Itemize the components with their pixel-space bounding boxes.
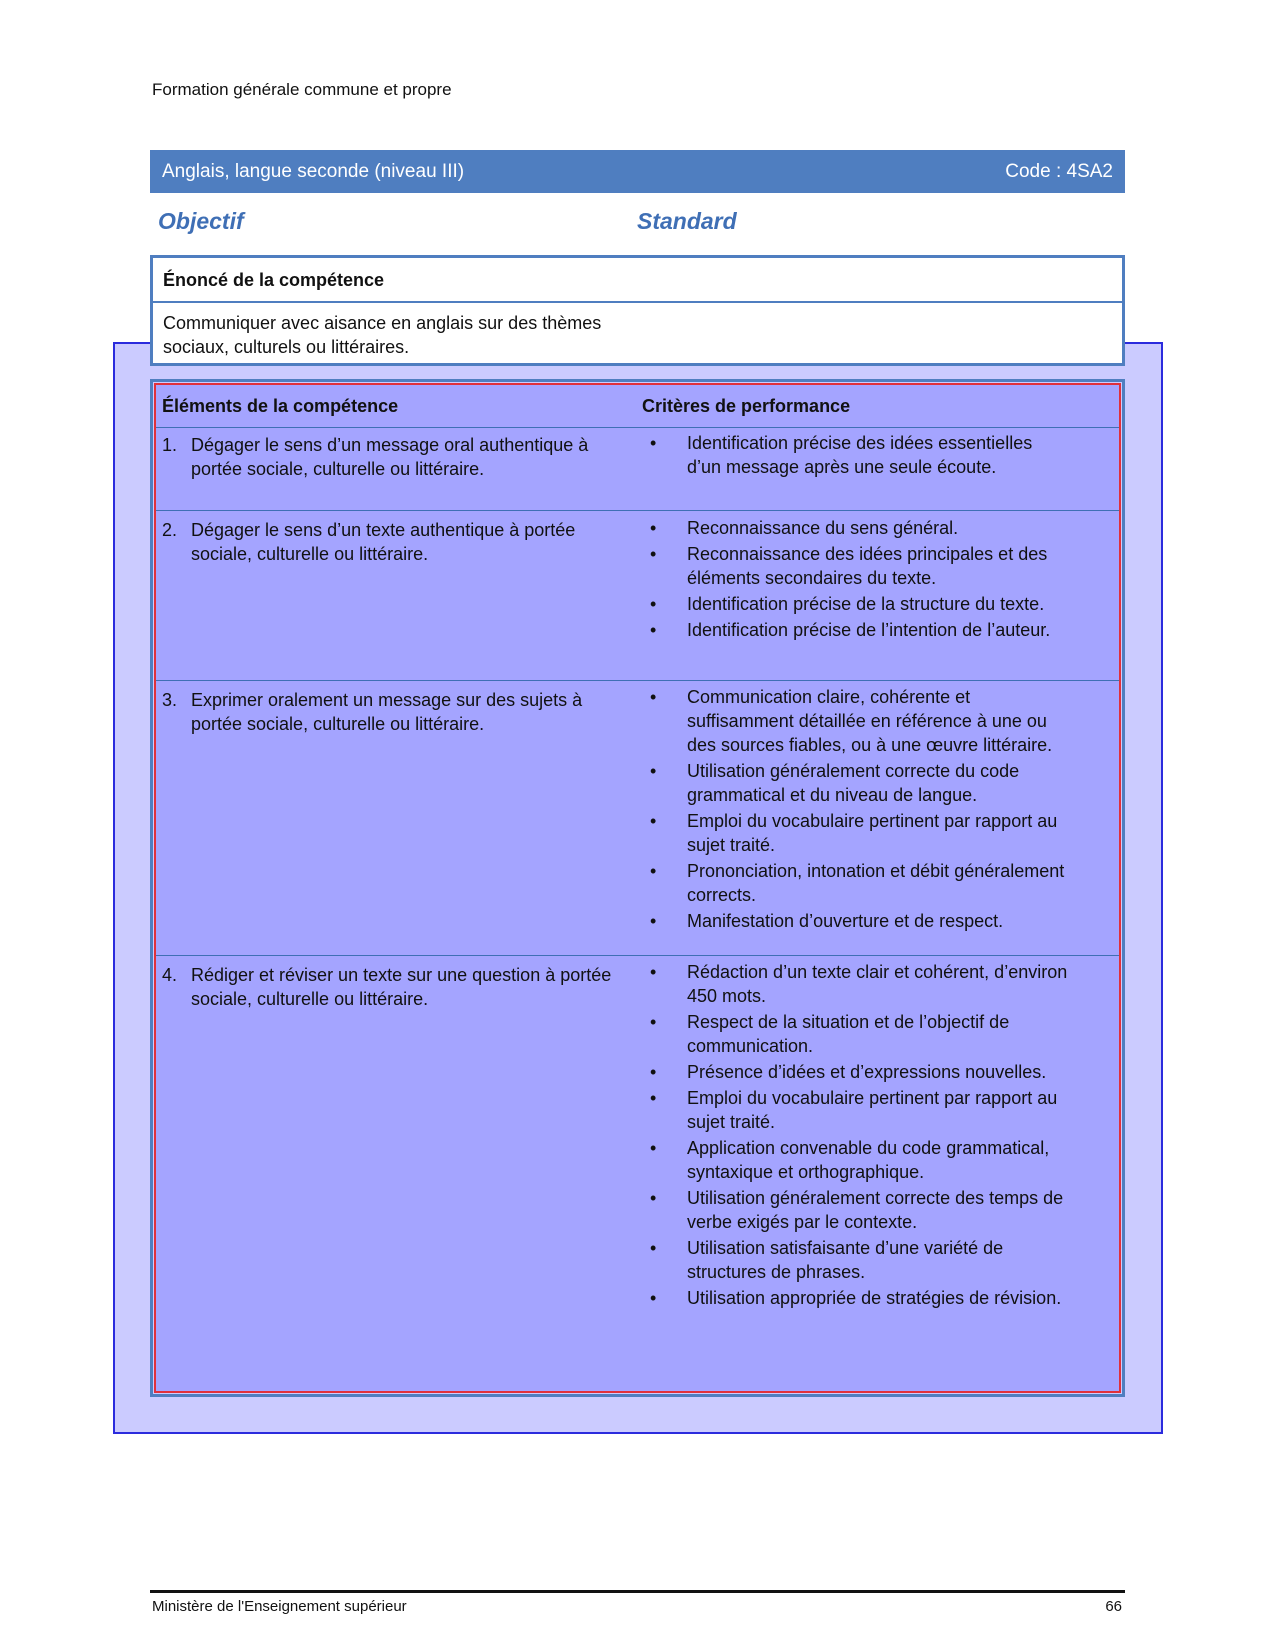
criterion-item: • Utilisation satisfaisante d’une variété de structures de phrases. bbox=[650, 1238, 1004, 1282]
element-text: Dégager le sens d’un texte authentique à portée sociale, culturelle ou littéraire. bbox=[191, 520, 576, 564]
criterion-item: • Respect de la situation et de l’objectif de communication. bbox=[650, 1012, 1010, 1056]
standard-heading: Standard bbox=[637, 208, 737, 234]
element-number: 1. bbox=[162, 435, 178, 455]
statement-text: Communiquer avec aisance en anglais sur des thèmes sociaux, culturels ou littéraires. bbox=[163, 313, 602, 357]
element-text: Rédiger et réviser un texte sur une question à portée sociale, culturelle ou littéraire. bbox=[191, 965, 612, 1009]
table-row bbox=[156, 680, 1119, 956]
criterion-item: • Présence d’idées et d’expressions nouvelles. bbox=[650, 1062, 1047, 1082]
statement-heading: Énoncé de la compétence bbox=[153, 258, 1122, 303]
criterion-item: • Emploi du vocabulaire pertinent par rapport au sujet traité. bbox=[650, 1088, 1058, 1132]
course-title: Anglais, langue seconde (niveau III) bbox=[162, 160, 465, 182]
bullet-icon: • bbox=[650, 687, 657, 707]
objectif-heading: Objectif bbox=[158, 208, 244, 234]
table-row bbox=[156, 510, 1119, 681]
bullet-icon: • bbox=[650, 1188, 657, 1208]
table-row bbox=[156, 427, 1119, 511]
criterion-item: • Identification précise de la structure du texte. bbox=[650, 594, 1045, 614]
table-header-row bbox=[156, 385, 1119, 428]
bullet-icon: • bbox=[650, 433, 657, 453]
element-number: 2. bbox=[162, 520, 178, 540]
bullet-icon: • bbox=[650, 811, 657, 831]
bullet-icon: • bbox=[650, 911, 657, 931]
bullet-icon: • bbox=[650, 518, 657, 538]
criterion-item: • Reconnaissance des idées principales et des éléments secondaires du texte. bbox=[650, 544, 1048, 588]
criterion-item: • Prononciation, intonation et débit généralement corrects. bbox=[650, 861, 1065, 905]
element-text: Exprimer oralement un message sur des sujets à portée sociale, culturelle ou littéraire. bbox=[191, 690, 583, 734]
element-number: 3. bbox=[162, 690, 178, 710]
criterion-item: • Identification précise des idées essentielles d’un message après une seule écoute. bbox=[650, 433, 1033, 477]
criterion-item: • Utilisation généralement correcte du code grammatical et du niveau de langue. bbox=[650, 761, 1020, 805]
course-code: Code : 4SA2 bbox=[1005, 160, 1113, 182]
criterion-item: • Reconnaissance du sens général. bbox=[650, 518, 959, 538]
criterion-item: • Emploi du vocabulaire pertinent par rapport au sujet traité. bbox=[650, 811, 1058, 855]
criterion-item: • Identification précise de l’intention de l’auteur. bbox=[650, 620, 1051, 640]
table-row bbox=[156, 955, 1119, 1391]
column-header-elements: Éléments de la compétence bbox=[162, 396, 399, 416]
footer-publisher: Ministère de l'Enseignement supérieur bbox=[152, 1598, 407, 1615]
course-title-bar bbox=[150, 150, 1125, 193]
bullet-icon: • bbox=[650, 1138, 657, 1158]
bullet-icon: • bbox=[650, 1088, 657, 1108]
bullet-icon: • bbox=[650, 1288, 657, 1308]
criterion-item: • Communication claire, cohérente et suffisamment détaillée en référence à une ou des sources fiables, ou à une œuvre littéraire. bbox=[650, 687, 1053, 755]
element-number: 4. bbox=[162, 965, 178, 985]
criterion-item: • Utilisation appropriée de stratégies de révision. bbox=[650, 1288, 1062, 1308]
bullet-icon: • bbox=[650, 1012, 657, 1032]
competence-statement-box bbox=[150, 255, 1125, 366]
bullet-icon: • bbox=[650, 861, 657, 881]
column-header-criteria: Critères de performance bbox=[642, 396, 851, 416]
page-number: 66 bbox=[1105, 1598, 1122, 1615]
bullet-icon: • bbox=[650, 962, 657, 982]
competence-table bbox=[154, 383, 1121, 1393]
bullet-icon: • bbox=[650, 620, 657, 640]
element-text: Dégager le sens d’un message oral authentique à portée sociale, culturelle ou littéraire. bbox=[191, 435, 589, 479]
footer-rule bbox=[150, 1590, 1125, 1593]
bullet-icon: • bbox=[650, 1238, 657, 1258]
bullet-icon: • bbox=[650, 761, 657, 781]
criterion-item: • Utilisation généralement correcte des temps de verbe exigés par le contexte. bbox=[650, 1188, 1064, 1232]
criterion-item: • Application convenable du code grammatical, syntaxique et orthographique. bbox=[650, 1138, 1050, 1182]
section-header: Formation générale commune et propre bbox=[152, 80, 452, 99]
bullet-icon: • bbox=[650, 544, 657, 564]
bullet-icon: • bbox=[650, 1062, 657, 1082]
criterion-item: • Manifestation d’ouverture et de respect. bbox=[650, 911, 1004, 931]
criterion-item: • Rédaction d’un texte clair et cohérent, d’environ 450 mots. bbox=[650, 962, 1068, 1006]
bullet-icon: • bbox=[650, 594, 657, 614]
